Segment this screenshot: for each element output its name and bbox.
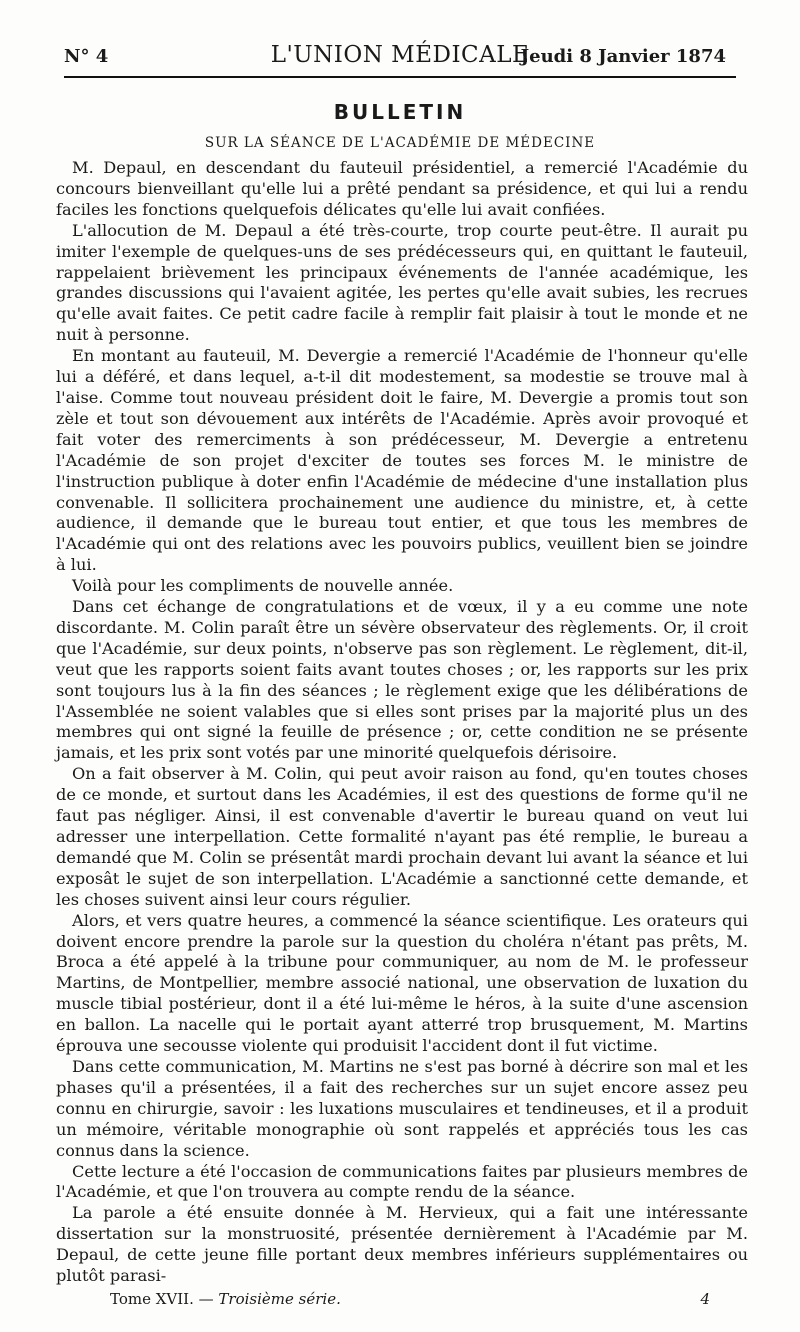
- issue-date: Jeudi 8 Janvier 1874: [520, 46, 726, 67]
- header-rule: [64, 76, 736, 78]
- paragraph: L'allocution de M. Depaul a été très-courte, trop courte peut-être. Il aurait pu imiter l'exemple de quelques-uns de ses prédécesseurs qui, en quittant le fauteuil, rappelaient brièvement les principaux événements de l'année académique, les grandes discussions qui l'avaient agitée, les pertes qu'elle avait subies, les recrues qu'elle avait faites. Ce petit cadre facile à remplir fait plaisir à tout le monde et ne nuit à personne.: [56, 220, 748, 345]
- running-header: [60, 42, 740, 72]
- paragraph: Cette lecture a été l'occasion de communications faites par plusieurs membres de l'Académie, et que l'on trouvera au compte rendu de la séance.: [56, 1161, 748, 1202]
- paragraph: Voilà pour les compliments de nouvelle année.: [72, 576, 454, 596]
- paragraph: Dans cet échange de congratulations et de vœux, il y a eu comme une note discordante. M. Colin paraît être un sévère observateur des règlements. Or, il croit que l'Académie, sur deux points, n'observe pas son règlement. Le règlement, dit-il, veut que les rapports soient faits avant toutes choses ; or, les rapports sur les prix sont toujours lus à la fin des séances ; le règlement exige que les délibérations de l'Assemblée ne soient valables que si elles sont prises par la majorité plus un des membres qui ont signé la feuille de présence ; or, cette condition ne se présente jamais, et les prix sont votés par une minorité quelquefois dérisoire.: [56, 597, 748, 763]
- section-subtitle: SUR LA SÉANCE DE L'ACADÉMIE DE MÉDECINE: [204, 135, 596, 151]
- page-number: 4: [700, 1290, 710, 1308]
- footer-volume: [110, 1290, 341, 1308]
- footer-tome: Tome XVII. —: [110, 1290, 214, 1308]
- footer-series: Troisième série.: [218, 1290, 341, 1308]
- section-title: BULLETIN: [333, 100, 467, 124]
- paragraph: On a fait observer à M. Colin, qui peut avoir raison au fond, qu'en toutes choses de ce monde, et surtout dans les Académies, il est des questions de forme qu'il ne faut pas négliger. Ainsi, il est convenable d'avertir le bureau quand on veut lui adresser une interpellation. Cette formalité n'ayant pas été remplie, le bureau a demandé que M. Colin se présentât mardi prochain devant lui avant la séance et lui exposât le sujet de son interpellation. L'Académie a sanctionné cette demande, et les choses suivent ainsi leur cours régulier.: [56, 764, 748, 909]
- paragraph: Dans cette communication, M. Martins ne s'est pas borné à décrire son mal et les phases qu'il a présentées, il a fait des recherches sur un sujet encore assez peu connu en chirurgie, savoir : les luxations musculaires et tendineuses, et il a produit un mémoire, véritable monographie où sont rappelés et appréciés tous les cas connus dans la science.: [56, 1056, 748, 1160]
- issue-number: N° 4: [64, 46, 109, 67]
- paragraph: En montant au fauteuil, M. Devergie a remercié l'Académie de l'honneur qu'elle lui a déféré, et dans lequel, a-t-il dit modestement, sa modestie se trouve mal à l'aise. Comme tout nouveau président doit le faire, M. Devergie a promis tout son zèle et tout son dévouement aux intérêts de l'Académie. Après avoir provoqué et fait voter des remerciments à son prédécesseur, M. Devergie a entretenu l'Académie de son projet d'exciter de toutes ses forces M. le ministre de l'instruction publique à doter enfin l'Académie de médecine d'une installation plus convenable. Il sollicitera prochainement une audience du ministre, et, à cette audience, il demande que le bureau tout entier, et que tous les membres de l'Académie qui ont des relations avec les pouvoirs publics, veuillent bien se joindre à lui.: [56, 346, 748, 575]
- article-body: [56, 158, 748, 1287]
- paragraph: M. Depaul, en descendant du fauteuil présidentiel, a remercié l'Académie du concours bienveillant qu'elle lui a prêté pendant sa présidence, et qui lui a rendu faciles les fonctions quelquefois délicates qu'elle lui avait confiées.: [56, 158, 748, 219]
- page-footer: [110, 1290, 710, 1312]
- journal-title: L'UNION MÉDICALE: [270, 42, 530, 68]
- paragraph: La parole a été ensuite donnée à M. Hervieux, qui a fait une intéressante dissertation sur la monstruosité, présentée dernièrement à l'Académie par M. Depaul, de cette jeune fille portant deux membres inférieurs supplémentaires ou plutôt parasi-: [56, 1203, 748, 1286]
- paragraph: Alors, et vers quatre heures, a commencé la séance scientifique. Les orateurs qui doivent encore prendre la parole sur la question du choléra n'étant pas prêts, M. Broca a été appelé à la tribune pour communiquer, au nom de M. le professeur Martins, de Montpellier, membre associé national, une observation de luxation du muscle tibial postérieur, dont il a été lui-même le héros, à la suite d'une ascension en ballon. La nacelle qui le portait ayant atterré trop brusquement, M. Martins éprouva une secousse violente qui produisit l'accident dont il fut victime.: [56, 910, 748, 1056]
